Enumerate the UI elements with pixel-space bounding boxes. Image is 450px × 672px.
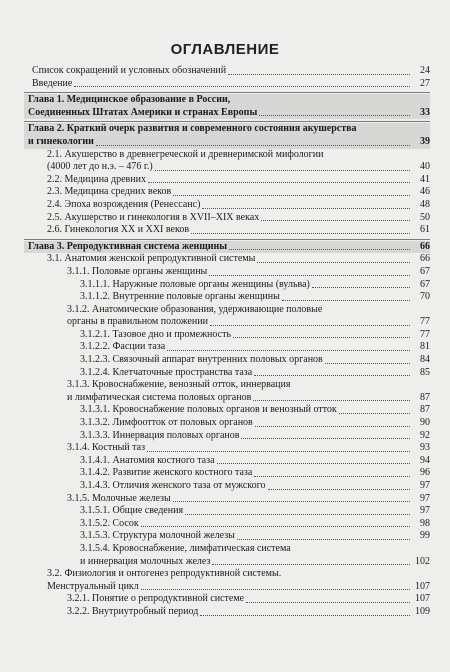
toc-entry[interactable] (24, 417, 430, 430)
toc-entry-title: 2.6. Гинекология XX и XXI веков (47, 224, 190, 236)
toc-chapter-entry[interactable] (24, 107, 430, 120)
toc-page-number: 87 (420, 404, 430, 416)
toc-page-number: 40 (420, 161, 430, 173)
toc-entry[interactable] (24, 430, 430, 443)
toc-entry[interactable] (24, 593, 430, 606)
toc-entry[interactable] (24, 518, 430, 531)
toc-entry-title: Глава 2. Краткий очерк развития и современного состояния акушерства (28, 123, 357, 135)
toc-page-number: 39 (420, 135, 430, 147)
toc-dot-leader (148, 182, 410, 183)
toc-entry[interactable] (24, 212, 430, 225)
toc-page-number: 84 (420, 354, 430, 366)
toc-entry[interactable] (24, 606, 430, 619)
toc-page-number: 85 (420, 366, 430, 378)
toc-page-number: 66 (420, 240, 430, 252)
toc-dot-leader (241, 438, 410, 439)
toc-page-number: 41 (420, 173, 430, 185)
toc-entry[interactable] (24, 65, 430, 78)
toc-entry-title: 3.1.3.1. Кровоснабжение половых органов и венозный отток (80, 404, 337, 416)
toc-dot-leader (173, 501, 410, 502)
toc-entry-title: 2.3. Медицина средних веков (47, 186, 172, 198)
toc-dot-leader (254, 476, 410, 477)
toc-entry-title: 3.1. Анатомия женской репродуктивной системы (47, 253, 256, 265)
toc-entry[interactable] (24, 455, 430, 468)
toc-chapter-entry[interactable] (24, 123, 430, 136)
toc-dot-leader (155, 170, 410, 171)
toc-entry-title: 3.1.3.3. Иннервация половых органов (80, 429, 240, 441)
toc-entry[interactable] (24, 224, 430, 237)
toc-page-number: 107 (415, 580, 430, 592)
toc-entry[interactable] (24, 568, 430, 581)
toc-entry-title: и лимфатическая система половых органов (67, 391, 252, 403)
toc-page-number: 70 (420, 291, 430, 303)
toc-entry[interactable] (24, 379, 430, 392)
toc-dot-leader (254, 375, 410, 376)
toc-entry[interactable] (24, 253, 430, 266)
toc-page-number: 27 (420, 77, 430, 89)
toc-dot-leader (212, 564, 410, 565)
toc-dot-leader (209, 275, 410, 276)
toc-entry-title: Соединенных Штатах Америки и странах Европы (28, 106, 258, 118)
toc-entry[interactable] (24, 392, 430, 405)
toc-entry-title: 3.1.4. Костный таз (67, 442, 146, 454)
toc-page-number: 90 (420, 417, 430, 429)
toc-page-number: 109 (415, 605, 430, 617)
toc-entry-title: 3.1.3.2. Лимфоотток от половых органов (80, 417, 253, 429)
toc-entry-title: Список сокращений и условных обозначений (32, 65, 227, 76)
toc-entry-title: 3.2.1. Понятие о репродуктивной системе (67, 593, 245, 605)
toc-entry[interactable] (24, 78, 430, 91)
toc-entry-title: 3.1.2.4. Клетчаточные пространства таза (80, 366, 253, 378)
toc-entry[interactable] (24, 493, 430, 506)
toc-entry[interactable] (24, 367, 430, 380)
section-divider (24, 239, 430, 240)
toc-entry[interactable] (24, 316, 430, 329)
toc-dot-leader (147, 451, 410, 452)
toc-page-number: 81 (420, 341, 430, 353)
toc-entry-title: 3.1.2.2. Фасции таза (80, 341, 166, 353)
toc-page-number: 77 (420, 328, 430, 340)
toc-entry-title: 2.5. Акушерство и гинекология в XVII–XIX веках (47, 211, 260, 223)
toc-page-number: 67 (420, 278, 430, 290)
toc-dot-leader (257, 262, 410, 263)
toc-entry[interactable] (24, 581, 430, 594)
toc-entry-title: 3.1.4.3. Отличия женского таза от мужского (80, 480, 266, 491)
toc-dot-leader (141, 526, 410, 527)
toc-entry-title: 2.4. Эпоха возрождения (Ренессанс) (47, 198, 201, 210)
toc-page-number: 87 (420, 391, 430, 403)
toc-dot-leader (237, 539, 410, 540)
toc-entry[interactable] (24, 266, 430, 279)
section-divider (24, 121, 430, 122)
toc-entry-title: (4000 лет до н.э. – 476 г.) (47, 161, 153, 173)
toc-entry-title: 3.1.1.2. Внутренние половые органы женщины (80, 291, 280, 303)
toc-entry-title: 3.1.5.2. Сосок (80, 517, 139, 529)
toc-entry-title: 3.2.2. Внутриутробный период (67, 605, 199, 617)
toc-entry-title: 2.1. Акушерство в древнегреческой и древнеримской мифологии (47, 148, 324, 160)
toc-entry-title: 3.1.4.2. Развитие женского костного таза (80, 467, 253, 479)
toc-page-number: 77 (420, 316, 430, 328)
toc-dot-leader (200, 615, 410, 616)
toc-page-number: 99 (420, 530, 430, 542)
toc-chapter-entry[interactable] (24, 241, 430, 254)
toc-page-number: 61 (420, 224, 430, 236)
toc-page-number: 33 (420, 106, 430, 118)
toc-page-number: 92 (420, 429, 430, 441)
toc-entry[interactable] (24, 304, 430, 317)
toc-page-number: 96 (420, 467, 430, 479)
toc-dot-leader (228, 74, 410, 75)
toc-page-number: 97 (420, 480, 430, 491)
toc-entry-title: 3.1.5.3. Структура молочной железы (80, 530, 235, 542)
toc-dot-leader (96, 145, 410, 146)
toc-dot-leader (210, 325, 410, 326)
toc-entry[interactable] (24, 199, 430, 212)
toc-dot-leader (202, 208, 410, 209)
toc-entry-title: 3.1.4.1. Анатомия костного таза (80, 454, 215, 466)
toc-chapter-entry[interactable] (24, 136, 430, 149)
toc-dot-leader (268, 489, 411, 490)
toc-entry-title: Введение (32, 77, 73, 89)
toc-dot-leader (167, 350, 410, 351)
toc-dot-leader (185, 514, 410, 515)
toc-dot-leader (191, 233, 410, 234)
toc-page-number: 97 (420, 505, 430, 517)
toc-page-number: 102 (415, 555, 430, 567)
toc-dot-leader (217, 463, 410, 464)
toc-page-number: 24 (420, 65, 430, 76)
toc-entry[interactable] (24, 530, 430, 543)
toc-entry-title: 3.1.1. Половые органы женщины (67, 265, 208, 277)
toc-entry[interactable] (24, 329, 430, 342)
toc-dot-leader (312, 287, 410, 288)
toc-dot-leader (173, 195, 410, 196)
toc-entry[interactable] (24, 186, 430, 199)
toc-entry-title: Глава 1. Медицинское образование в России, (28, 94, 231, 106)
toc-page-number: 93 (420, 442, 430, 454)
toc-chapter-entry[interactable] (24, 94, 430, 107)
toc-dot-leader (74, 86, 410, 87)
toc-entry-title: 3.1.5. Молочные железы (67, 492, 171, 504)
toc-dot-leader (259, 115, 410, 116)
toc-page-number: 94 (420, 454, 430, 466)
toc-entry-title: 3.1.5.4. Кровоснабжение, лимфатическая система (80, 542, 291, 554)
toc-entry[interactable] (24, 505, 430, 518)
toc-dot-leader (246, 602, 410, 603)
toc-page-number: 48 (420, 198, 430, 210)
toc-entry[interactable] (24, 149, 430, 162)
toc-entry-title: 3.1.1.1. Наружные половые органы женщины (вульва) (80, 278, 310, 290)
toc-entry-title: и иннервация молочных желез (80, 555, 211, 567)
toc-entry[interactable] (24, 161, 430, 174)
toc-page-number: 97 (420, 492, 430, 504)
toc-entry[interactable] (24, 174, 430, 187)
toc-page-number: 66 (420, 253, 430, 265)
toc-dot-leader (339, 413, 410, 414)
toc-entry-title: 3.1.2.1. Тазовое дно и промежность (80, 328, 232, 340)
toc-page-number: 107 (415, 593, 430, 605)
section-divider (24, 92, 430, 93)
toc-entry[interactable] (24, 341, 430, 354)
toc-entry-title: 3.1.5.1. Общие сведения (80, 505, 184, 517)
toc-page-number: 98 (420, 517, 430, 529)
toc-entry-title: 2.2. Медицина древних (47, 173, 146, 185)
toc-dot-leader (261, 220, 410, 221)
toc-entry-title: Глава 3. Репродуктивная система женщины (28, 240, 228, 252)
toc-dot-leader (229, 249, 410, 250)
toc-entry[interactable] (24, 404, 430, 417)
toc-entry[interactable] (24, 279, 430, 292)
toc-entry-title: 3.1.2. Анатомические образования, удерживающие половые (67, 303, 323, 315)
toc-entry-title: органы в правильном положении (67, 316, 208, 328)
toc-entry[interactable] (24, 442, 430, 455)
toc-dot-leader (253, 400, 410, 401)
toc-entry-title: 3.2. Физиология и онтогенез репродуктивной системы. (47, 568, 282, 580)
toc-entry[interactable] (24, 480, 430, 493)
toc-entry[interactable] (24, 543, 430, 556)
toc-dot-leader (282, 300, 410, 301)
table-of-contents (24, 65, 430, 619)
toc-entry-title: 3.1.2.3. Связочный аппарат внутренних половых органов (80, 354, 323, 366)
toc-page-number: 50 (420, 211, 430, 223)
toc-entry-title: 3.1.3. Кровоснабжение, венозный отток, иннервация (67, 379, 291, 391)
toc-entry-title: и гинекологии (28, 135, 94, 147)
toc-entry[interactable] (24, 556, 430, 569)
toc-entry-title: Менструальный цикл (47, 580, 139, 592)
toc-page-number: 67 (420, 265, 430, 277)
toc-entry[interactable] (24, 291, 430, 304)
toc-page-number: 46 (420, 186, 430, 198)
toc-dot-leader (141, 589, 410, 590)
toc-entry[interactable] (24, 354, 430, 367)
toc-dot-leader (255, 426, 410, 427)
toc-dot-leader (325, 363, 410, 364)
toc-entry[interactable] (24, 467, 430, 480)
toc-dot-leader (233, 337, 410, 338)
page-title: ОГЛАВЛЕНИЕ (170, 41, 280, 58)
